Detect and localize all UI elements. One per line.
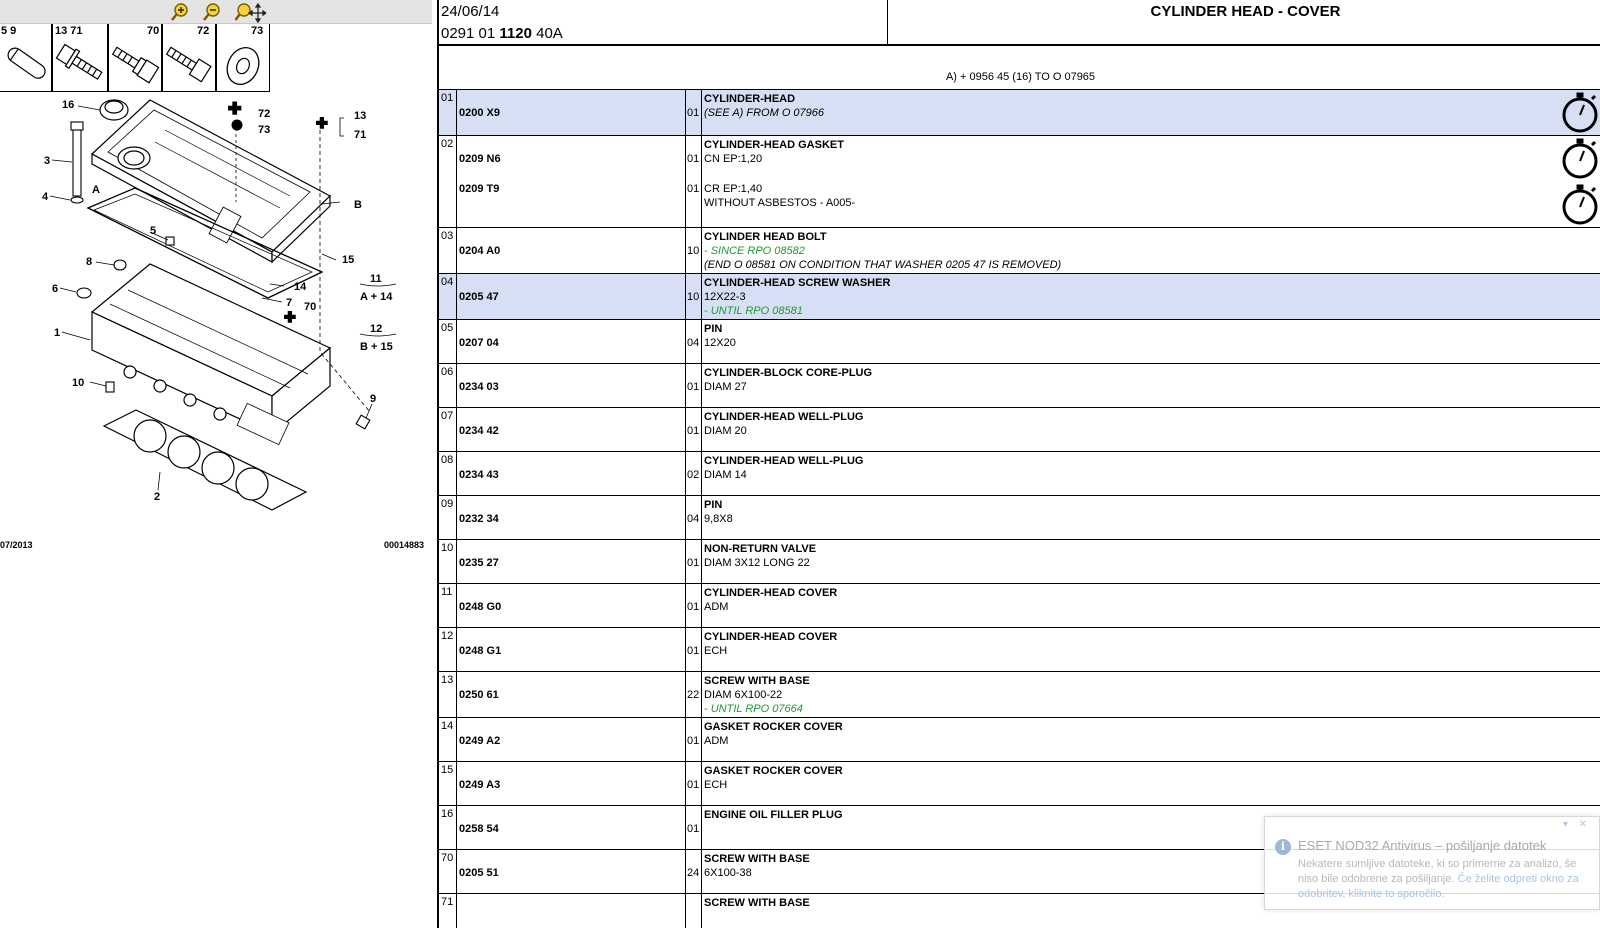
part-reference[interactable]: 0234 42: [459, 425, 499, 437]
thumbnail-label: 73: [251, 25, 264, 37]
notification-title: ESET NOD32 Antivirus – pošiljanje datotek: [1298, 838, 1547, 853]
part-spec: 12X22-3: [704, 291, 746, 303]
part-quantity: 10: [687, 245, 700, 257]
thumbnail-label: 72: [197, 25, 210, 37]
part-reference[interactable]: 0249 A2: [459, 735, 501, 747]
row-number: 04: [441, 276, 454, 288]
svg-text:✚: ✚: [316, 115, 328, 131]
part-spec: 12X20: [704, 337, 736, 349]
row-number: 13: [441, 674, 454, 686]
part-spec: DIAM 14: [704, 469, 747, 481]
row-number: 14: [441, 720, 454, 732]
part-title: NON-RETURN VALVE: [704, 543, 817, 555]
callout-B-plus-15: B + 15: [360, 341, 393, 353]
part-title: SCREW WITH BASE: [704, 897, 810, 909]
row-number: 01: [441, 92, 454, 104]
part-spec: DIAM 3X12 LONG 22: [704, 557, 810, 569]
part-title: SCREW WITH BASE: [704, 675, 810, 687]
part-reference[interactable]: 0205 51: [459, 867, 499, 879]
part-reference[interactable]: 0250 61: [459, 689, 499, 701]
row-number: 06: [441, 366, 454, 378]
part-reference[interactable]: 0258 54: [459, 823, 499, 835]
row-number: 09: [441, 498, 454, 510]
callout-9: 9: [370, 393, 377, 405]
table-row[interactable]: [439, 364, 1600, 408]
row-number: 05: [441, 322, 454, 334]
thumbnail-pin[interactable]: [0, 24, 52, 92]
row-number: 12: [441, 630, 454, 642]
info-icon: i: [1275, 839, 1291, 855]
callout-6: 6: [52, 283, 59, 295]
header-reference: [441, 25, 563, 42]
part-validity: - UNTIL RPO 07664: [704, 703, 803, 715]
callout-3: 3: [44, 155, 51, 167]
part-title: CYLINDER-HEAD: [704, 93, 796, 105]
part-spec: CR EP:1,40: [704, 183, 763, 195]
part-quantity: 01: [687, 823, 700, 835]
thumbnail-label: 5 9: [1, 25, 17, 37]
part-quantity: 04: [687, 337, 700, 349]
thumbnail-label: 13 71: [55, 25, 83, 37]
part-quantity: 24: [687, 867, 700, 879]
part-spec: ECH: [704, 779, 728, 791]
part-title: CYLINDER-HEAD WELL-PLUG: [704, 411, 864, 423]
parts-list-pane: [437, 0, 1600, 928]
part-title: PIN: [704, 499, 723, 511]
part-spec: ADM: [704, 735, 729, 747]
callout-13: 13: [354, 110, 367, 122]
table-row[interactable]: [439, 718, 1600, 762]
zoom-in-icon[interactable]: [170, 1, 192, 23]
part-title: CYLINDER-HEAD COVER: [704, 587, 838, 599]
part-title: PIN: [704, 323, 723, 335]
notification-controls[interactable]: ▾ ✕: [1562, 819, 1591, 830]
parts-header: [439, 0, 1600, 46]
part-reference[interactable]: 0209 T9: [459, 183, 500, 195]
exploded-parts-diagram: [0, 92, 432, 532]
table-row[interactable]: [439, 320, 1600, 364]
callout-8: 8: [86, 256, 93, 268]
part-quantity: 04: [687, 513, 700, 525]
part-reference[interactable]: 0235 27: [459, 557, 499, 569]
part-note: (END O 08581 ON CONDITION THAT WASHER 0205 47 IS REMOVED): [704, 259, 1062, 271]
part-reference[interactable]: 0249 A3: [459, 779, 501, 791]
callout-12: 12: [370, 323, 383, 335]
sub-header-text: A) + 0956 45 (16) TO O 07965: [945, 71, 1096, 83]
callout-11: 11: [370, 273, 382, 285]
part-validity: - UNTIL RPO 08581: [704, 305, 803, 317]
pin-drawing: [356, 415, 370, 429]
oil-filler-plug-drawing: [100, 100, 128, 120]
part-reference[interactable]: 0209 N6: [459, 153, 501, 165]
callout-16: 16: [62, 99, 75, 111]
header-left: [439, 0, 888, 46]
part-spec: DIAM 27: [704, 381, 747, 393]
row-number: 03: [441, 230, 454, 242]
part-reference[interactable]: 0205 47: [459, 291, 499, 303]
callout-73: 73: [258, 124, 271, 136]
part-spec: CN EP:1,20: [704, 153, 763, 165]
part-spec: 9,8X8: [704, 513, 733, 525]
table-row[interactable]: [439, 408, 1600, 452]
part-quantity: 01: [687, 779, 700, 791]
table-row[interactable]: [439, 452, 1600, 496]
well-plug-drawing: [114, 260, 126, 270]
callout-15: 15: [342, 254, 355, 266]
row-number: 11: [441, 586, 453, 598]
sub-header: [439, 46, 1600, 90]
part-reference[interactable]: 0207 04: [459, 337, 499, 349]
part-spec: 6X100-38: [704, 867, 752, 879]
row-number: 15: [441, 764, 454, 776]
table-row[interactable]: [439, 90, 1600, 136]
part-quantity: 01: [687, 153, 700, 165]
row-number: 71: [441, 896, 454, 908]
callout-5: 5: [150, 225, 157, 237]
part-note: (SEE A) FROM O 07966: [704, 107, 825, 119]
part-quantity: 01: [687, 381, 700, 393]
ref-prefix: 0291 01: [441, 25, 496, 42]
part-spec: ADM: [704, 601, 729, 613]
row-number: 08: [441, 454, 454, 466]
table-row[interactable]: [439, 274, 1600, 320]
part-title: CYLINDER-HEAD COVER: [704, 631, 838, 643]
pin-5-drawing: [166, 237, 174, 245]
header-date: 24/06/14: [441, 3, 500, 20]
notification-link[interactable]: Če želite odpreti okno za odobritev, kliknite to sporočilo.: [1298, 873, 1579, 900]
part-quantity: 10: [687, 291, 700, 303]
part-spec: ECH: [704, 645, 728, 657]
part-spec: DIAM 20: [704, 425, 747, 437]
row-number: 16: [441, 808, 454, 820]
callout-4: 4: [42, 191, 49, 203]
page-title: CYLINDER HEAD - COVER: [1150, 3, 1341, 20]
callout-1: 1: [54, 327, 61, 339]
stopwatch-icon[interactable]: [1560, 90, 1600, 134]
part-reference[interactable]: 0248 G1: [459, 645, 502, 657]
ref-suffix: 40A: [536, 25, 563, 42]
callout-A-plus-14: A + 14: [360, 291, 393, 303]
part-quantity: 01: [687, 735, 700, 747]
callout-71: 71: [354, 129, 367, 141]
core-plug-drawing: [77, 288, 91, 298]
zoom-out-icon[interactable]: [202, 1, 224, 23]
part-title: ENGINE OIL FILLER PLUG: [704, 809, 843, 821]
thumbnail-label: 70: [147, 25, 160, 37]
cylinder-head-bolt-drawing: [71, 122, 83, 203]
part-title: CYLINDER-HEAD WELL-PLUG: [704, 455, 864, 467]
table-row[interactable]: [439, 540, 1600, 584]
table-row[interactable]: [439, 584, 1600, 628]
callout-B: B: [354, 199, 362, 211]
part-spec: DIAM 6X100-22: [704, 689, 783, 701]
part-title: SCREW WITH BASE: [704, 853, 810, 865]
table-row[interactable]: [439, 672, 1600, 718]
stopwatch-icon[interactable]: [1560, 136, 1600, 180]
part-title: GASKET ROCKER COVER: [704, 765, 843, 777]
callout-10: 10: [72, 377, 85, 389]
callout-14: 14: [294, 281, 307, 293]
callout-7: 7: [286, 297, 293, 309]
svg-text:✚: ✚: [284, 309, 296, 325]
diagram-toolbar: [0, 0, 432, 24]
ref-bold: 1120: [499, 25, 532, 42]
table-row[interactable]: [439, 228, 1600, 274]
non-return-valve-drawing: [106, 382, 114, 392]
callout-72: 72: [258, 108, 271, 120]
thumbnail-washer-73[interactable]: [216, 24, 270, 92]
part-quantity: 01: [687, 107, 700, 119]
thumbnail-screw-13[interactable]: [52, 24, 108, 92]
notification-text: Nekatere sumljive datoteke, ki so primerne za analizo, še niso bile odobrene za pošiljanje.: [1298, 858, 1577, 885]
part-quantity: 01: [687, 183, 700, 195]
pan-zoom-icon[interactable]: [234, 1, 266, 23]
antivirus-notification[interactable]: [1264, 816, 1600, 910]
part-quantity: 02: [687, 469, 700, 481]
part-validity: - SINCE RPO 08582: [704, 245, 805, 257]
part-quantity: 22: [687, 689, 700, 701]
part-title: CYLINDER HEAD BOLT: [704, 231, 827, 243]
thumbnail-screw-72[interactable]: [162, 24, 216, 92]
part-title: CYLINDER-BLOCK CORE-PLUG: [704, 367, 873, 379]
part-quantity: 01: [687, 645, 700, 657]
cylinder-head-cover-drawing: [92, 100, 330, 262]
row-number: 10: [441, 542, 454, 554]
part-reference[interactable]: 0234 03: [459, 381, 499, 393]
part-reference[interactable]: 0248 G0: [459, 601, 502, 613]
callout-A: A: [92, 184, 100, 196]
part-quantity: 01: [687, 425, 700, 437]
diagram-pane: [0, 0, 432, 928]
table-row[interactable]: [439, 628, 1600, 672]
table-row[interactable]: [439, 762, 1600, 806]
part-spec: WITHOUT ASBESTOS - A005-: [704, 197, 856, 209]
part-title: GASKET ROCKER COVER: [704, 721, 843, 733]
callout-70: 70: [304, 301, 317, 313]
part-title: CYLINDER-HEAD GASKET: [704, 139, 844, 151]
table-row[interactable]: [439, 496, 1600, 540]
part-quantity: 01: [687, 601, 700, 613]
row-number: 02: [441, 138, 454, 150]
diagram-footer-date: 07/2013: [0, 540, 33, 550]
part-quantity: 01: [687, 557, 700, 569]
thumbnail-screw-70[interactable]: [108, 24, 162, 92]
svg-text:✚: ✚: [228, 101, 242, 118]
part-reference[interactable]: 0204 A0: [459, 245, 501, 257]
callout-2: 2: [154, 491, 161, 503]
table-row[interactable]: [439, 136, 1600, 228]
row-number: 07: [441, 410, 454, 422]
part-reference[interactable]: 0232 34: [459, 513, 499, 525]
stopwatch-icon[interactable]: [1560, 182, 1600, 226]
part-title: CYLINDER-HEAD SCREW WASHER: [704, 277, 891, 289]
diagram-footer-ref: 00014883: [384, 540, 425, 550]
part-reference[interactable]: 0200 X9: [459, 107, 500, 119]
row-number: 70: [441, 852, 454, 864]
notification-body: [1298, 857, 1588, 902]
part-reference[interactable]: 0234 43: [459, 469, 499, 481]
